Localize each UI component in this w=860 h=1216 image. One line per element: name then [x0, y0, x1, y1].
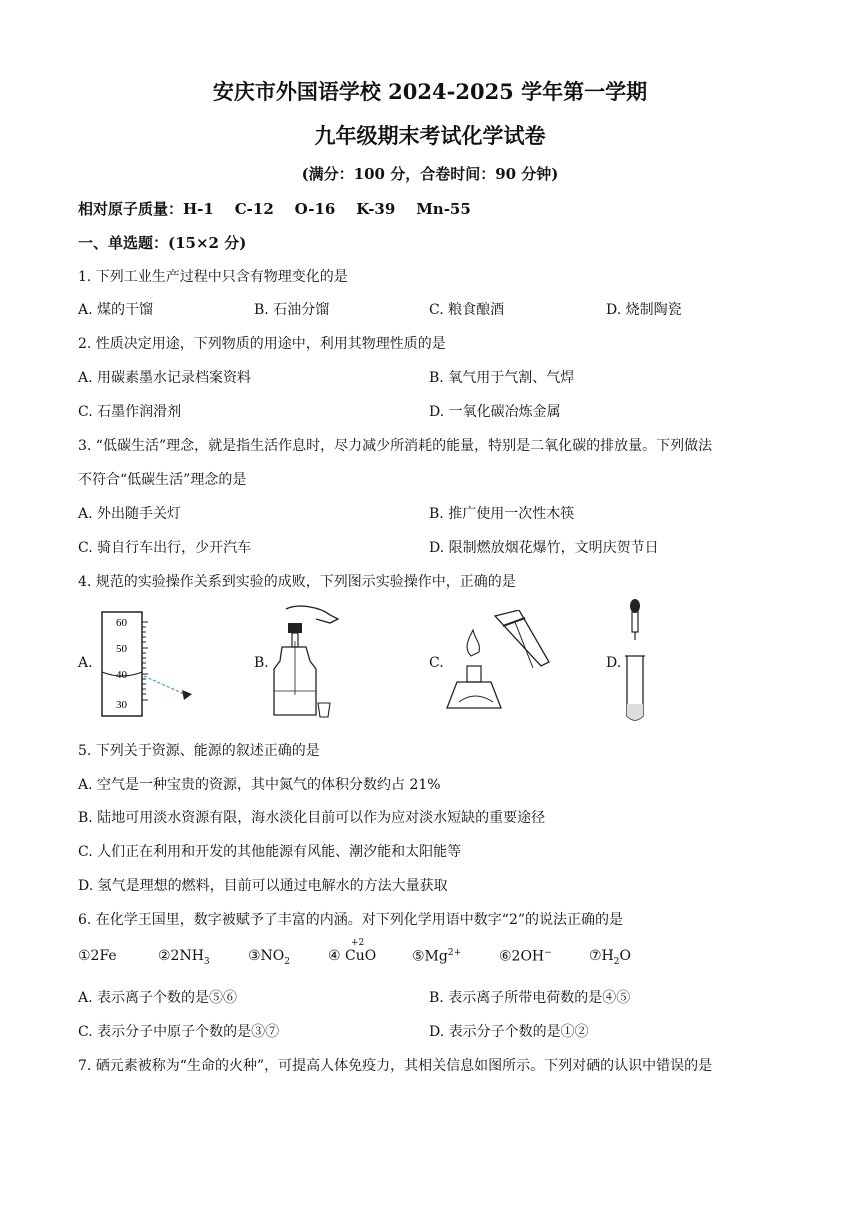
q5-option-a: A. 空气是一种宝贵的资源，其中氮气的体积分数约占 21%	[78, 777, 441, 793]
q1-option-b: B. 石油分馏	[254, 302, 330, 318]
q5-option-c: C. 人们正在利用和开发的其他能源有风能、潮汐能和太阳能等	[78, 844, 462, 860]
q5-stem: 5. 下列关于资源、能源的叙述正确的是	[78, 743, 320, 759]
q2-option-a: A. 用碳素墨水记录档案资料	[78, 370, 252, 386]
q4-label-d: D.	[606, 655, 622, 671]
q6-symbol-4: ④ +2 CuO	[328, 938, 377, 964]
q2-option-c: C. 石墨作润滑剂	[78, 404, 182, 420]
q3-option-a: A. 外出随手关灯	[78, 506, 182, 522]
q6-symbol-7: $⑦H_2O$	[589, 948, 631, 967]
q5-option-d: D. 氢气是理想的燃料，目前可以通过电解水的方法大量获取	[78, 878, 448, 894]
q2-stem: 2. 性质决定用途，下列物质的用途中，利用其物理性质的是	[78, 336, 446, 352]
tick-label-50: 50	[116, 643, 127, 655]
q6-option-b: B. 表示离子所带电荷数的是④⑤	[429, 990, 631, 1006]
q6-symbol-5: $⑤Mg^{2+}$	[412, 948, 462, 965]
q3-stem-line1: 3. “低碳生活”理念，就是指生活作息时，尽力减少所消耗的能量，特别是二氧化碳的排放量。下列做法	[78, 438, 713, 454]
q6-stem: 6. 在化学王国里，数字被赋予了丰富的内涵。对下列化学用语中数字“2”的说法正确的是	[78, 912, 624, 928]
q3-stem-line2: 不符合“低碳生活”理念的是	[78, 472, 247, 488]
q6-option-c: C. 表示分子中原子个数的是③⑦	[78, 1024, 280, 1040]
q1-option-a: A. 煤的干馏	[78, 302, 154, 318]
tick-label-30: 30	[116, 699, 127, 711]
q4-label-c: C.	[429, 655, 444, 671]
tick-label-60: 60	[116, 617, 127, 629]
q6-option-d: D. 表示分子个数的是①②	[429, 1024, 589, 1040]
q7-stem: 7. 硒元素被称为“生命的火种”，可提高人体免疫力，其相关信息如图所示。下列对硒的认识中错误的是	[78, 1058, 713, 1074]
q3-option-c: C. 骑自行车出行，少开汽车	[78, 540, 252, 556]
q1-option-c: C. 粮食酿酒	[429, 302, 505, 318]
q3-option-b: B. 推广使用一次性木筷	[429, 506, 575, 522]
q6-symbol-3: $③NO_2$	[248, 948, 291, 967]
section-heading: 一、单选题：(15×2 分)	[78, 234, 247, 252]
q4-stem: 4. 规范的实验操作关系到实验的成败，下列图示实验操作中，正确的是	[78, 574, 516, 590]
exam-info: (满分：100 分，合卷时间：90 分钟)	[301, 165, 559, 183]
q6-symbol-6: ⑥2OH−	[499, 948, 552, 965]
q2-option-b: B. 氧气用于气割、气焊	[429, 370, 575, 386]
exam-title: 安庆市外国语学校 2024-2025 学年第一学期	[212, 79, 648, 104]
q6-option-a: A. 表示离子个数的是⑤⑥	[78, 990, 238, 1006]
q1-stem: 1. 下列工业生产过程中只含有物理变化的是	[78, 269, 348, 285]
q3-option-d: D. 限制燃放烟花爆竹，文明庆贺节日	[429, 540, 659, 556]
graduated-cylinder-figure	[96, 610, 206, 720]
q4-label-a: A.	[78, 655, 93, 671]
heating-test-tube-figure	[445, 610, 555, 718]
exam-subtitle: 九年级期末考试化学试卷	[314, 123, 546, 148]
dropper-test-tube-figure	[622, 598, 656, 726]
q1-option-d: D. 烧制陶瓷	[606, 302, 682, 318]
pouring-liquid-figure	[268, 605, 348, 723]
q5-option-b: B. 陆地可用淡水资源有限，海水淡化目前可以作为应对淡水短缺的重要途径	[78, 810, 546, 826]
tick-label-40: 40	[116, 669, 127, 681]
q6-symbol-1: ①2Fe	[78, 948, 117, 964]
q4-label-b: B.	[254, 655, 269, 671]
q6-symbol-2: $②2NH_3$	[158, 948, 210, 967]
q2-option-d: D. 一氧化碳冶炼金属	[429, 404, 561, 420]
atomic-mass-line: 相对原子质量：H-1 C-12 O-16 K-39 Mn-55	[78, 200, 471, 218]
